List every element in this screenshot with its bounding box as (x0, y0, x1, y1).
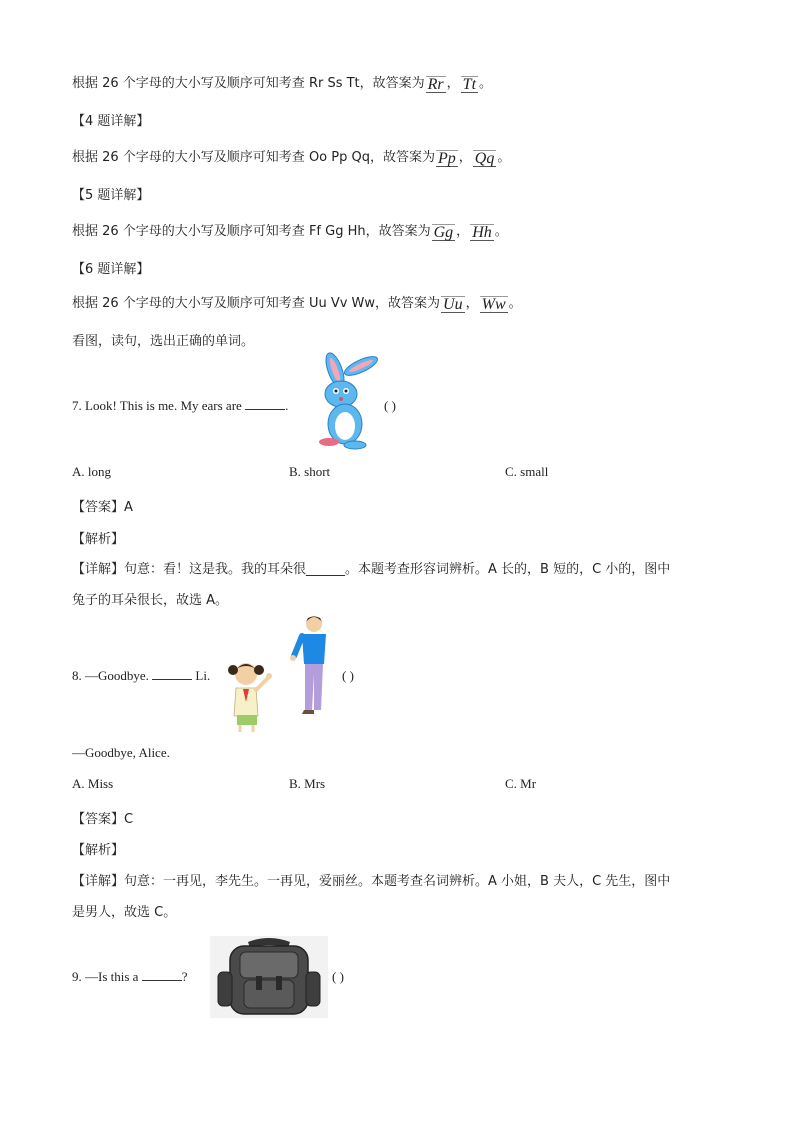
q8-detail-line1: 【详解】句意：一再见，李先生。一再见，爱丽丝。本题考查名词辨析。A 小姐，B 夫人，C 先生，图中 (72, 874, 671, 889)
q5-answer-1: Gg (433, 224, 454, 241)
q9-answer-parentheses[interactable]: ( ) (332, 969, 344, 984)
q7-detail-line2: 兔子的耳朵很长，故选 A。 (72, 593, 229, 608)
q8-reply: —Goodbye, Alice. (72, 745, 170, 760)
q3-answer-1: Rr (427, 76, 444, 93)
q8-analysis-heading: 【解析】 (72, 843, 125, 858)
q7-stem: 7. Look! This is me. My ears are . (72, 398, 289, 413)
q7-answer-parentheses[interactable]: ( ) (384, 398, 396, 413)
q7-option-c[interactable]: C. small (505, 464, 549, 479)
q6-detail: 根据 26 个字母的大小写及顺序可知考查 Uu Vv Ww，故答案为 Uu ， Ww 。 (72, 296, 522, 313)
q8-answer-parentheses[interactable]: ( ) (342, 668, 354, 683)
q9-blank (142, 969, 182, 981)
backpack-illustration (210, 936, 328, 1018)
q4-answer-2: Qq (474, 150, 495, 167)
q5-detail: 根据 26 个字母的大小写及顺序可知考查 Ff Gg Hh，故答案为 Gg ， Hh 。 (72, 224, 508, 241)
q4-answer-1: Pp (437, 150, 456, 167)
q7-detail-line1: 【详解】句意：看！这是我。我的耳朵很______。本题考查形容词辨析。A 长的，B 短的，C 小的，图中 (72, 562, 671, 577)
q3-answer-2: Tt (462, 76, 477, 93)
q7-option-b[interactable]: B. short (289, 464, 331, 479)
q5-answer-2: Hh (472, 224, 492, 241)
q6-answer-1: Uu (443, 296, 463, 313)
q6-answer-2: Ww (481, 296, 506, 313)
q8-option-a[interactable]: A. Miss (72, 776, 114, 791)
q5-heading: 【5 题详解】 (72, 188, 150, 203)
q8-option-c[interactable]: C. Mr (505, 776, 537, 791)
q9-stem: 9. —Is this a ? (72, 969, 188, 984)
rabbit-illustration (305, 352, 381, 452)
q7-option-a[interactable]: A. long (72, 464, 111, 479)
q7-analysis-heading: 【解析】 (72, 532, 125, 547)
q6-heading: 【6 题详解】 (72, 262, 150, 277)
q4-detail: 根据 26 个字母的大小写及顺序可知考查 Oo Pp Qq，故答案为 Pp ， Qq 。 (72, 150, 511, 167)
girl-and-man-illustration (224, 612, 334, 734)
q8-blank (152, 668, 192, 680)
q7-blank (245, 398, 285, 410)
q8-detail-line2: 是男人，故选 C。 (72, 905, 177, 920)
q4-heading: 【4 题详解】 (72, 114, 150, 129)
section-instruction: 看图，读句，选出正确的单词。 (72, 334, 255, 349)
q7-answer: 【答案】A (72, 500, 133, 515)
q8-option-b[interactable]: B. Mrs (289, 776, 326, 791)
q3-detail: 根据 26 个字母的大小写及顺序可知考查 Rr Ss Tt，故答案为 Rr ， Tt 。 (72, 76, 493, 93)
q8-stem: 8. —Goodbye. Li. (72, 668, 211, 683)
q8-answer: 【答案】C (72, 812, 134, 827)
